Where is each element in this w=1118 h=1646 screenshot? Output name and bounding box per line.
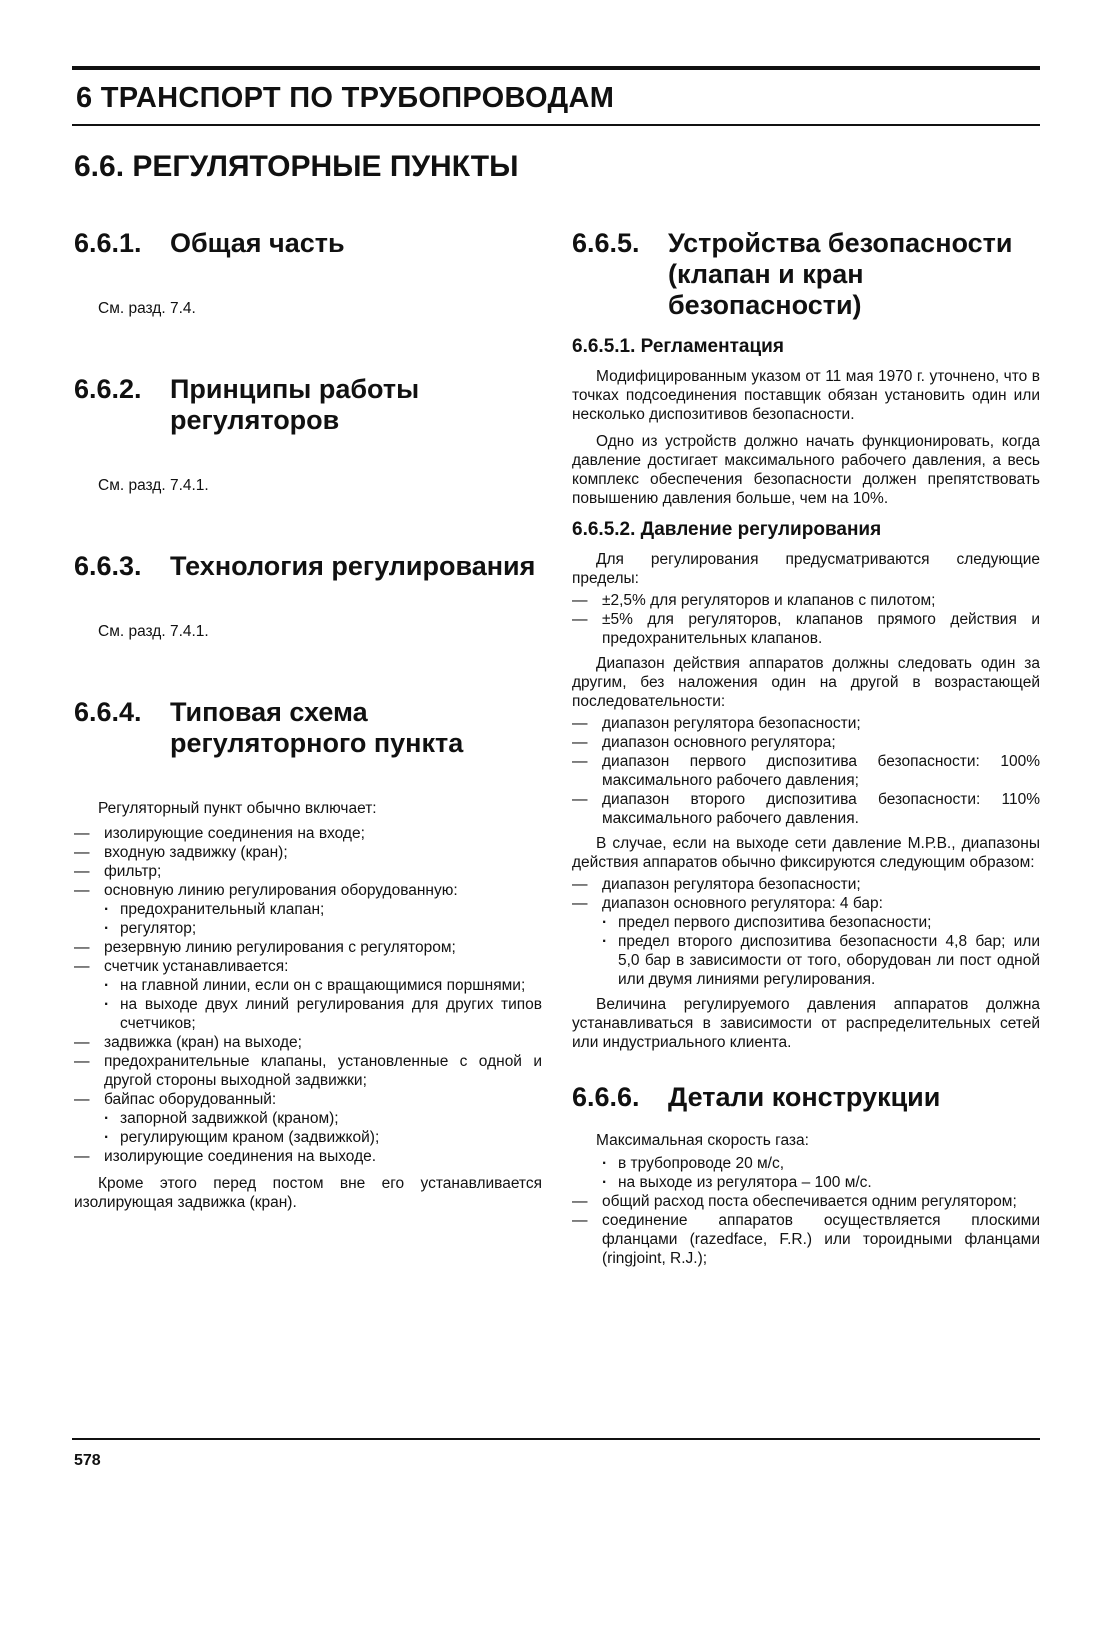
dash-list	[74, 1147, 542, 1166]
heading-6-6-5	[572, 228, 1040, 321]
list-item: — ±2,5% для регуляторов и клапанов с пилотом;	[572, 591, 1040, 610]
cross-reference: См. разд. 7.4.1.	[98, 623, 209, 640]
list-item: — входную задвижку (кран);	[74, 843, 542, 862]
list-item: — диапазон основного регулятора;	[572, 733, 1040, 752]
list-item: — диапазон основного регулятора: 4 бар:	[572, 894, 1040, 913]
chapter-title: 6 ТРАНСПОРТ ПО ТРУБОПРОВОДАМ	[76, 82, 615, 114]
list-item: — основную линию регулирования оборудованную:	[74, 881, 542, 900]
paragraph-intro: Регуляторный пункт обычно включает:	[98, 800, 377, 817]
dash-list	[74, 1033, 542, 1109]
dash-list	[74, 824, 542, 900]
heading-number: 6.6.1.	[74, 228, 142, 258]
paragraph: В случае, если на выходе сети давление М.Р.В., диапазоны действия аппаратов обычно фиксируются следующим образом:	[572, 835, 1040, 871]
list-item: — соединение аппаратов осуществляется плоскими фланцами (razedface, F.R.) или тороидными фланцами (ringjoint, R.J.);	[572, 1211, 1040, 1268]
heading-6-6-6	[572, 1082, 1040, 1113]
bullet-list	[572, 913, 1040, 989]
list-item: — ±5% для регуляторов, клапанов прямого действия и предохранительных клапанов.	[572, 610, 1040, 648]
bullet-item: · на главной линии, если он с вращающимися поршнями;	[74, 976, 542, 995]
list-item: — счетчик устанавливается:	[74, 957, 542, 976]
cross-reference: См. разд. 7.4.	[98, 300, 196, 317]
cross-reference: См. разд. 7.4.1.	[98, 477, 209, 494]
bullet-item: · на выходе из регулятора – 100 м/с.	[572, 1173, 1040, 1192]
heading-title: Детали конструкции	[668, 1082, 941, 1112]
heading-number: 6.6.2.	[74, 374, 142, 404]
dash-list	[572, 875, 1040, 913]
paragraph: Одно из устройств должно начать функционировать, когда давление достигает максимального рабочего давления, а весь комплекс обеспечения безопасности должен препятствовать повышению давления больше, чем на 10%.	[572, 433, 1040, 507]
bullet-item: · запорной задвижкой (краном);	[74, 1109, 542, 1128]
paragraph-intro: Максимальная скорость газа:	[596, 1132, 809, 1149]
section-title: 6.6. РЕГУЛЯТОРНЫЕ ПУНКТЫ	[74, 150, 519, 183]
bullet-item: · регулятор;	[74, 919, 542, 938]
heading-number: 6.6.4.	[74, 697, 142, 727]
left-column	[74, 228, 542, 1212]
footer-rule	[72, 1438, 1040, 1440]
top-rule	[72, 66, 1040, 70]
paragraph: Величина регулируемого давления аппаратов должна устанавливаться в зависимости от распределительных сетей или индустриального клиента.	[572, 996, 1040, 1051]
list-item: — изолирующие соединения на входе;	[74, 824, 542, 843]
dash-list	[572, 591, 1040, 648]
heading-6-6-2	[74, 374, 542, 436]
bullet-item: · на выходе двух линий регулирования для других типов счетчиков;	[74, 995, 542, 1033]
right-column	[572, 228, 1040, 1268]
dash-list	[572, 1192, 1040, 1268]
heading-title: Типовая схема регуляторного пункта	[170, 697, 464, 758]
chapter-rule	[72, 124, 1040, 126]
dash-list	[572, 714, 1040, 828]
list-item: — задвижка (кран) на выходе;	[74, 1033, 542, 1052]
paragraph: Для регулирования предусматриваются следующие пределы:	[572, 551, 1040, 587]
bullet-list	[74, 976, 542, 1033]
bullet-list	[74, 1109, 542, 1147]
list-item: — общий расход поста обеспечивается одним регулятором;	[572, 1192, 1040, 1211]
bullet-item: · предел второго диспозитива безопасности 4,8 бар; или 5,0 бар в зависимости от того, оборудован ли пост одной или двумя линиями регулирования.	[572, 932, 1040, 989]
list-item: — фильтр;	[74, 862, 542, 881]
heading-title: Принципы работы регуляторов	[170, 374, 420, 435]
bullet-item: · предел первого диспозитива безопасности;	[572, 913, 1040, 932]
heading-title: Устройства безопасности (клапан и кран безопасности)	[668, 228, 1013, 320]
heading-number: 6.6.3.	[74, 551, 142, 581]
page-number: 578	[74, 1452, 101, 1469]
heading-number: 6.6.6.	[572, 1082, 640, 1112]
bullet-list	[572, 1154, 1040, 1192]
bullet-item: · предохранительный клапан;	[74, 900, 542, 919]
list-item: — байпас оборудованный:	[74, 1090, 542, 1109]
heading-title: Общая часть	[170, 228, 345, 258]
heading-6-6-3	[74, 551, 542, 582]
bullet-list	[74, 900, 542, 938]
heading-title: Технология регулирования	[170, 551, 536, 581]
bullet-item: · регулирующим краном (задвижкой);	[74, 1128, 542, 1147]
heading-number: 6.6.5.	[572, 228, 640, 258]
bullet-item: · в трубопроводе 20 м/с,	[572, 1154, 1040, 1173]
list-item: — резервную линию регулирования с регулятором;	[74, 938, 542, 957]
list-item: — диапазон регулятора безопасности;	[572, 714, 1040, 733]
list-item: — диапазон регулятора безопасности;	[572, 875, 1040, 894]
list-item: — диапазон второго диспозитива безопасности: 110% максимального рабочего давления.	[572, 790, 1040, 828]
paragraph: Диапазон действия аппаратов должны следовать один за другим, без наложения один на другой в возрастающей последовательности:	[572, 655, 1040, 710]
paragraph: Модифицированным указом от 11 мая 1970 г. уточнено, что в точках подсоединения поставщик обязан установить один или несколько диспозитивов безопасности.	[572, 368, 1040, 423]
list-item: — диапазон первого диспозитива безопасности: 100% максимального рабочего давления;	[572, 752, 1040, 790]
heading-6-6-4	[74, 697, 542, 759]
subheading-6-6-5-1: 6.6.5.1. Регламентация	[572, 336, 784, 357]
heading-6-6-1	[74, 228, 542, 259]
paragraph-closing: Кроме этого перед постом вне его устанавливается изолирующая задвижка (кран).	[74, 1175, 542, 1211]
list-item: — предохранительные клапаны, установленные с одной и другой стороны выходной задвижки;	[74, 1052, 542, 1090]
dash-list	[74, 938, 542, 976]
list-item: — изолирующие соединения на выходе.	[74, 1147, 542, 1166]
subheading-6-6-5-2: 6.6.5.2. Давление регулирования	[572, 519, 882, 540]
